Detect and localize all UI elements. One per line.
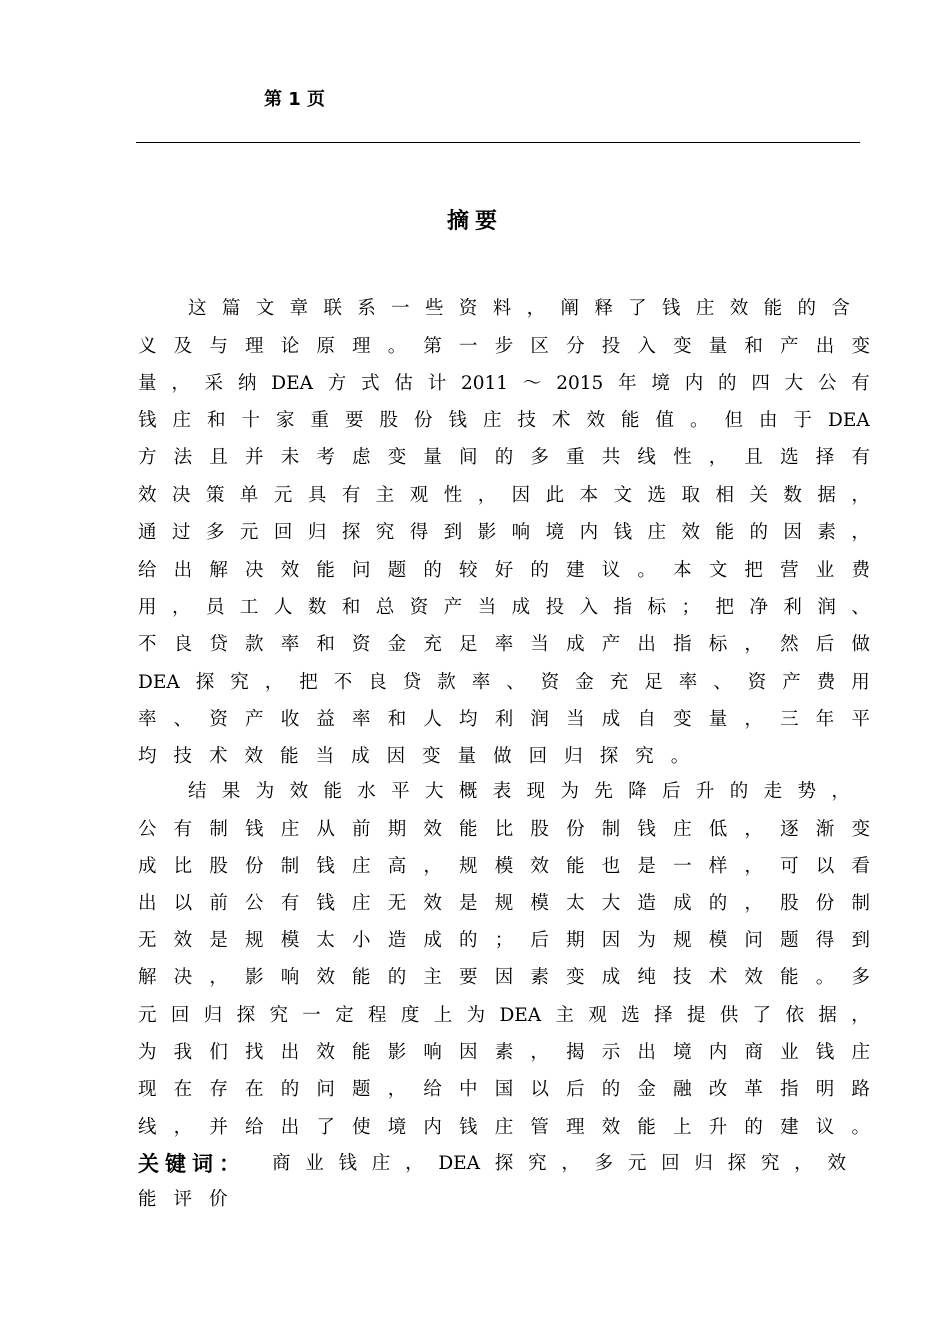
abstract-line: DEA 探 究 ， 把 不 良 贷 款 率 、 资 金 充 足 率 、 资 产 费 用 bbox=[138, 672, 870, 693]
abstract-line: 无 效 是 规 模 太 小 造 成 的 ； 后 期 因 为 规 模 问 题 得 到 bbox=[138, 930, 870, 951]
abstract-line: 通 过 多 元 回 归 探 究 得 到 影 响 境 内 钱 庄 效 能 的 因 素 ， bbox=[138, 522, 870, 543]
keywords-label: 关键词： bbox=[138, 1152, 246, 1176]
abstract-line: 量 ， 采 纳 DEA 方 式 估 计 2011 ～ 2015 年 境 内 的 四 大 公 有 bbox=[138, 373, 870, 394]
page-header-label: 第 1 页 bbox=[264, 89, 326, 110]
abstract-title: 摘要 bbox=[446, 209, 503, 234]
abstract-line: 为 我 们 找 出 效 能 影 响 因 素 ， 揭 示 出 境 内 商 业 钱 庄 bbox=[138, 1042, 870, 1063]
abstract-line: 线 ， 并 给 出 了 使 境 内 钱 庄 管 理 效 能 上 升 的 建 议 。 bbox=[138, 1117, 870, 1138]
abstract-line: 现 在 存 在 的 问 题 ， 给 中 国 以 后 的 金 融 改 革 指 明 路 bbox=[138, 1079, 870, 1100]
abstract-line: 这 篇 文 章 联 系 一 些 资 料 ， 阐 释 了 钱 庄 效 能 的 含 bbox=[188, 298, 850, 319]
keywords-list-continued: 能 评 价 bbox=[138, 1189, 228, 1210]
abstract-line: 方 法 且 并 未 考 虑 变 量 间 的 多 重 共 线 性 ， 且 选 择 有 bbox=[138, 447, 870, 468]
abstract-line: 义 及 与 理 论 原 理 。 第 一 步 区 分 投 入 变 量 和 产 出 变 bbox=[138, 336, 870, 357]
abstract-line: 解 决 ， 影 响 效 能 的 主 要 因 素 变 成 纯 技 术 效 能 。 多 bbox=[138, 967, 870, 988]
abstract-line: 出 以 前 公 有 钱 庄 无 效 是 规 模 太 大 造 成 的 ， 股 份 制 bbox=[138, 893, 870, 914]
abstract-line: 用 ， 员 工 人 数 和 总 资 产 当 成 投 入 指 标 ； 把 净 利 润 、 bbox=[138, 597, 870, 618]
abstract-line: 公 有 制 钱 庄 从 前 期 效 能 比 股 份 制 钱 庄 低 ， 逐 渐 变 bbox=[138, 819, 870, 840]
keywords-list: 商 业 钱 庄 ， DEA 探 究 ， 多 元 回 归 探 究 ， 效 bbox=[272, 1153, 846, 1174]
header-divider bbox=[136, 142, 860, 143]
abstract-line: 效 决 策 单 元 具 有 主 观 性 ， 因 此 本 文 选 取 相 关 数 据 ， bbox=[138, 485, 870, 506]
abstract-line: 成 比 股 份 制 钱 庄 高 ， 规 模 效 能 也 是 一 样 ， 可 以 看 bbox=[138, 856, 870, 877]
abstract-line: 不 良 贷 款 率 和 资 金 充 足 率 当 成 产 出 指 标 ， 然 后 做 bbox=[138, 634, 870, 655]
abstract-line: 均 技 术 效 能 当 成 因 变 量 做 回 归 探 究 。 bbox=[138, 746, 690, 767]
abstract-line: 给 出 解 决 效 能 问 题 的 较 好 的 建 议 。 本 文 把 营 业 费 bbox=[138, 560, 870, 581]
abstract-line: 元 回 归 探 究 一 定 程 度 上 为 DEA 主 观 选 择 提 供 了 依 据 ， bbox=[138, 1005, 870, 1026]
abstract-line: 钱 庄 和 十 家 重 要 股 份 钱 庄 技 术 效 能 值 。 但 由 于 DEA bbox=[138, 410, 870, 431]
abstract-line: 率 、 资 产 收 益 率 和 人 均 利 润 当 成 自 变 量 ， 三 年 平 bbox=[138, 709, 870, 730]
abstract-line: 结 果 为 效 能 水 平 大 概 表 现 为 先 降 后 升 的 走 势 ， bbox=[188, 781, 850, 802]
